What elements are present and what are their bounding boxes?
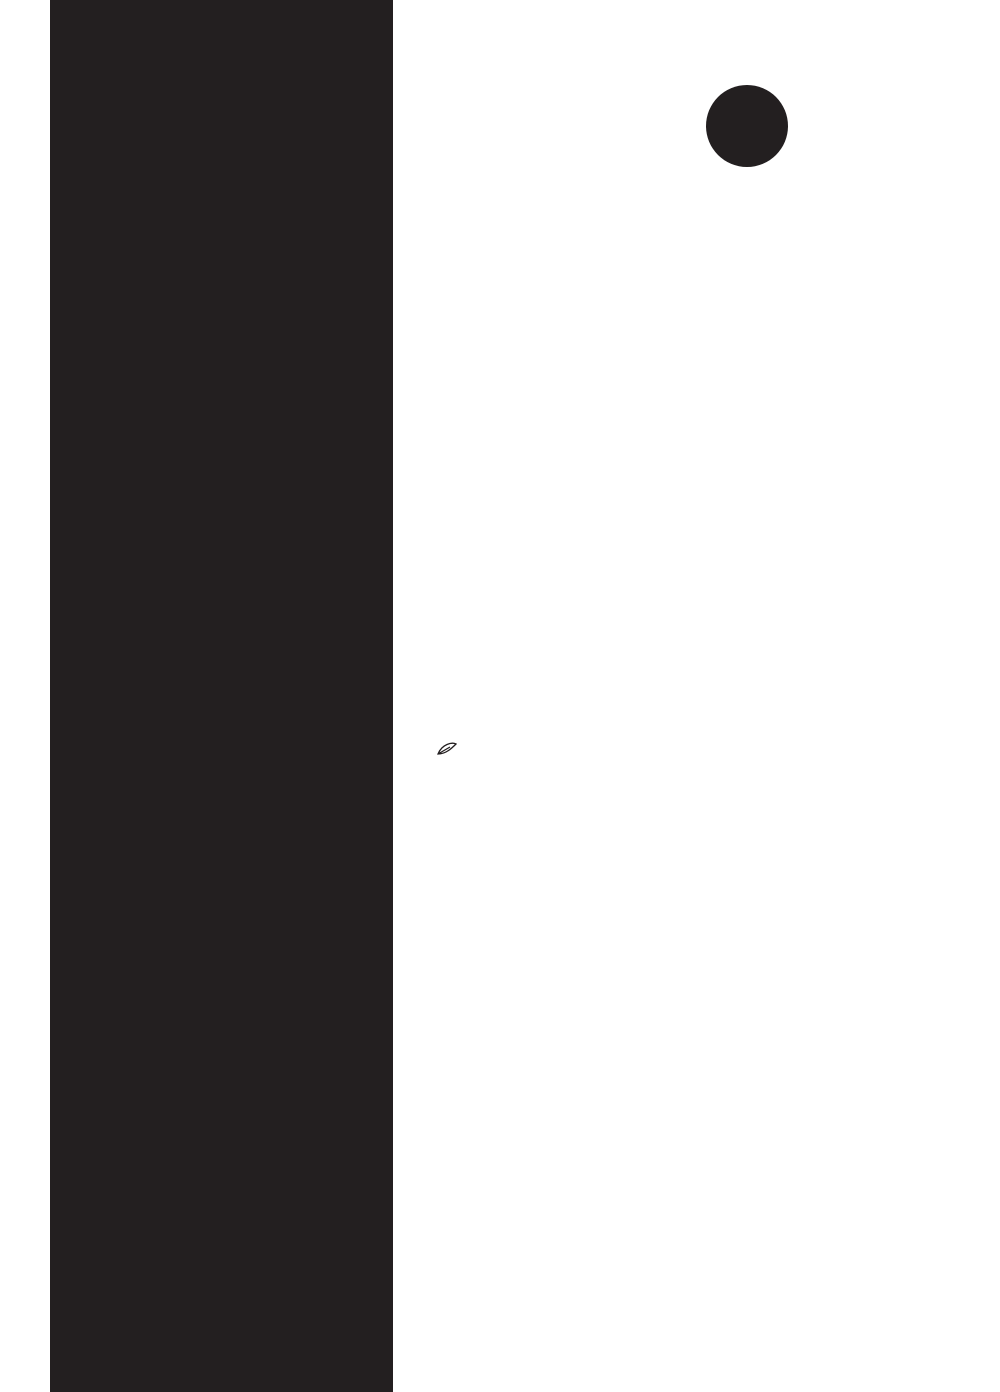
article-line (430, 590, 930, 626)
article-line (430, 626, 930, 662)
article-line (430, 661, 930, 697)
article-line (430, 484, 930, 520)
article-line (430, 448, 930, 484)
article-line (430, 413, 930, 449)
article-line (430, 732, 930, 768)
magazine-logo (588, 85, 788, 175)
article-line (430, 555, 930, 591)
article-line (430, 519, 930, 555)
credits-sidebar (50, 0, 393, 1392)
article-line (430, 697, 930, 733)
article-body (430, 377, 930, 768)
leaf-end-icon (436, 742, 458, 756)
article-line (430, 377, 930, 413)
logo-circle (706, 85, 788, 167)
